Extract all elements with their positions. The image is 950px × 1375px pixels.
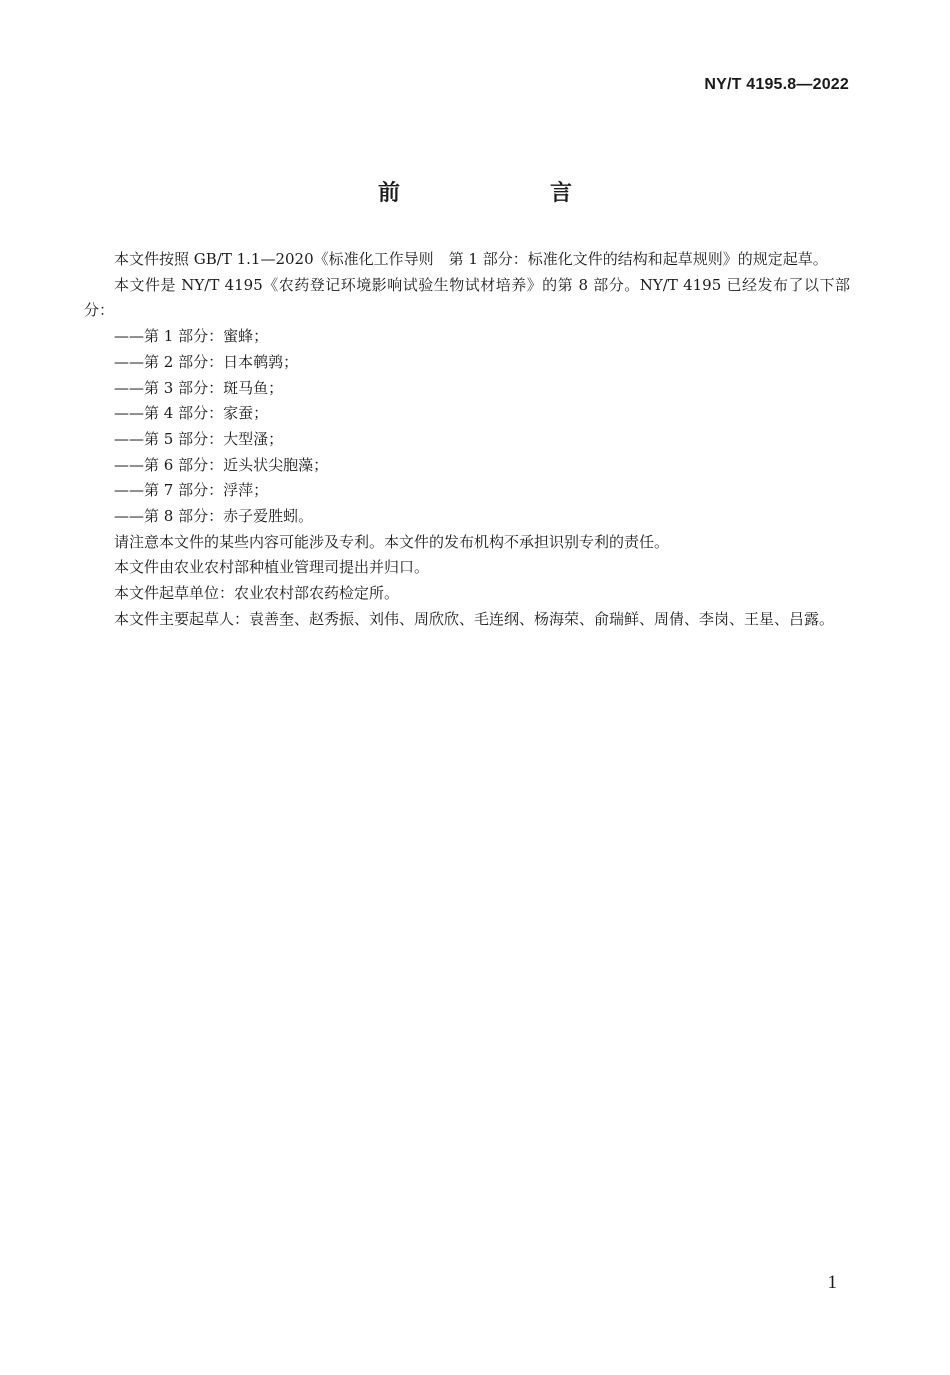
list-item: ——第 7 部分：浮萍； [114, 481, 269, 500]
list-item: ——第 2 部分：日本鹌鹑； [114, 352, 299, 371]
list-item: ——第 4 部分：家蚕； [114, 404, 269, 423]
page-title: 前 言 [377, 181, 636, 206]
paragraph-series-intro: 本文件是 NY/T 4195《农药登记环境影响试验生物试材培养》的第 8 部分。NY/T 4195 已经发布了以下部分： [84, 275, 850, 320]
list-item: ——第 1 部分：蜜蜂； [114, 327, 269, 346]
list-item: ——第 5 部分：大型溞； [114, 429, 284, 448]
standard-code: NY/T 4195.8—2022 [704, 76, 849, 93]
list-item: ——第 8 部分：赤子爱胜蚓。 [114, 507, 314, 526]
paragraph-drafters: 本文件主要起草人：袁善奎、赵秀振、刘伟、周欣欣、毛连纲、杨海荣、俞瑞鲜、周倩、李岗、王星、吕露。 [114, 609, 835, 628]
paragraph-patent-notice: 请注意本文件的某些内容可能涉及专利。本文件的发布机构不承担识别专利的责任。 [114, 532, 670, 551]
list-item: ——第 6 部分：近头状尖胞藻； [114, 455, 329, 474]
page-number: 1 [827, 1272, 837, 1293]
paragraph-drafting-unit: 本文件起草单位：农业农村部农药检定所。 [114, 584, 400, 603]
foreword-body [84, 247, 850, 633]
paragraph-proposer: 本文件由农业农村部种植业管理司提出并归口。 [114, 558, 430, 577]
list-item: ——第 3 部分：斑马鱼； [114, 378, 284, 397]
paragraph-drafting-rules: 本文件按照 GB/T 1.1—2020《标准化工作导则 第 1 部分：标准化文件的结构和起草规则》的规定起草。 [114, 250, 828, 268]
